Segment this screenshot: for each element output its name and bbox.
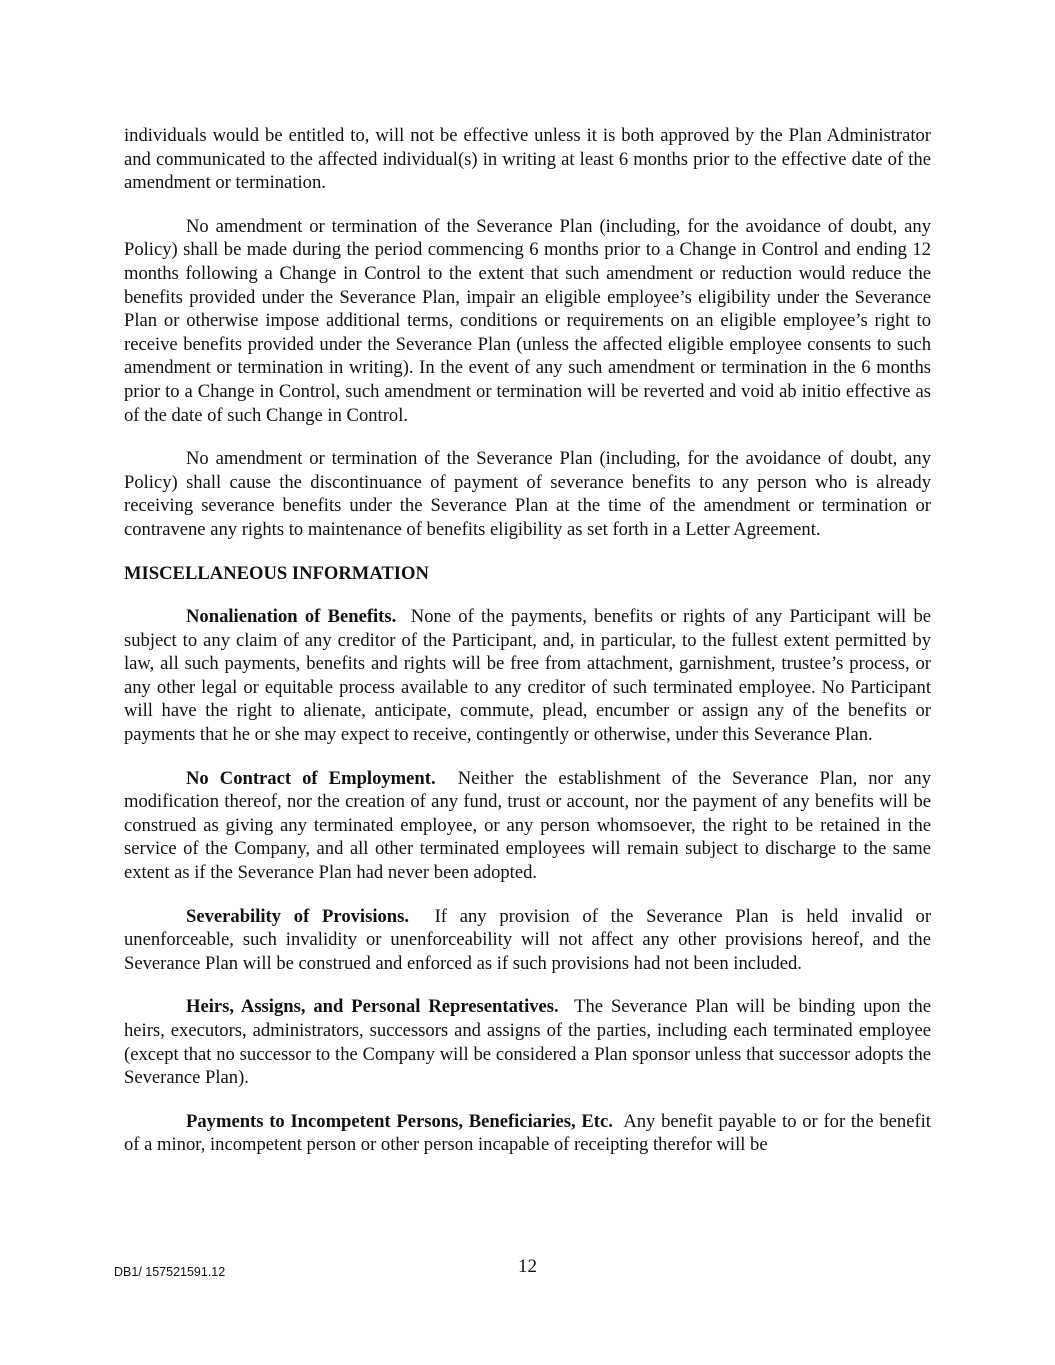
- section-severability: [124, 905, 931, 976]
- section-heading: MISCELLANEOUS INFORMATION: [124, 562, 429, 584]
- section-text: Any benefit payable to or for the benefit of a minor, incompetent person or other person incapable of receipting therefor will be: [124, 1110, 931, 1156]
- document-reference: DB1/ 157521591.12: [114, 1265, 226, 1279]
- paragraph-amendment-discontinuance: No amendment or termination of the Severance Plan (including, for the avoidance of doubt, any Policy) shall cause the discontinuance of payment of severance benefits to any person who is already receiving severance benefits under the Severance Plan at the time of the amendment or termination or contravene any rights to maintenance of benefits eligibility as set forth in a Letter Agreement.: [124, 448, 931, 540]
- document-body: [124, 124, 931, 1157]
- section-nonalienation: [124, 605, 931, 747]
- page-number: 12: [518, 1256, 537, 1277]
- section-title: Heirs, Assigns, and Personal Representatives.: [186, 996, 559, 1018]
- section-heirs-assigns: [124, 995, 931, 1089]
- section-no-contract: [124, 767, 931, 885]
- paragraph-amendment-change-in-control: No amendment or termination of the Severance Plan (including, for the avoidance of doubt, any Policy) shall be made during the period commencing 6 months prior to a Change in Control and ending 12 months following a Change in Control to the extent that such amendment or reduction would reduce the benefits provided under the Severance Plan, impair an eligible employee’s eligibility under the Severance Plan or otherwise impose additional terms, conditions or requirements on an eligible employee’s right to receive benefits provided under the Severance Plan (unless the affected eligible employee consents to such amendment or termination in writing). In the event of any such amendment or termination in the 6 months prior to a Change in Control, such amendment or termination will be reverted and void ab initio effective as of the date of such Change in Control.: [124, 215, 931, 426]
- section-title: Payments to Incompetent Persons, Beneficiaries, Etc.: [186, 1110, 613, 1132]
- section-text: Neither the establishment of the Severance Plan, nor any modification thereof, nor the creation of any fund, trust or account, nor the payment of any benefits will be construed as giving any terminated employee, or any person whomsoever, the right to be retained in the service of the Company, and all other terminated employees will remain subject to discharge to the same extent as if the Severance Plan had never been adopted.: [124, 767, 932, 884]
- paragraph-continuation: individuals would be entitled to, will not be effective unless it is both approved by the Plan Administrator and communicated to the affected individual(s) in writing at least 6 months prior to the effective date of the amendment or termination.: [124, 125, 931, 194]
- section-text: The Severance Plan will be binding upon the heirs, executors, administrators, successors and assigns of the parties, including each terminated employee (except that no successor to the Company will be considered a Plan sponsor unless that successor adopts the Severance Plan).: [124, 996, 931, 1089]
- section-text: If any provision of the Severance Plan is held invalid or unenforceable, such invalidity or unenforceability will not affect any other provisions hereof, and the Severance Plan will be construed and enforced as if such provisions had not been included.: [124, 905, 932, 974]
- section-title: No Contract of Employment.: [186, 767, 436, 789]
- section-title: Severability of Provisions.: [186, 905, 410, 927]
- section-title: Nonalienation of Benefits.: [186, 606, 397, 628]
- section-text: None of the payments, benefits or rights of any Participant will be subject to any claim of any creditor of the Participant, and, in particular, to the fullest extent permitted by law, all such payments, benefits and rights will be free from attachment, garnishment, trustee’s process, or any other legal or equitable process available to any creditor of such terminated employee. No Participant will have the right to alienate, anticipate, commute, plead, encumber or assign any of the benefits or payments that he or she may expect to receive, contingently or otherwise, under this Severance Plan.: [124, 606, 931, 746]
- section-payments-incompetent: [124, 1110, 931, 1157]
